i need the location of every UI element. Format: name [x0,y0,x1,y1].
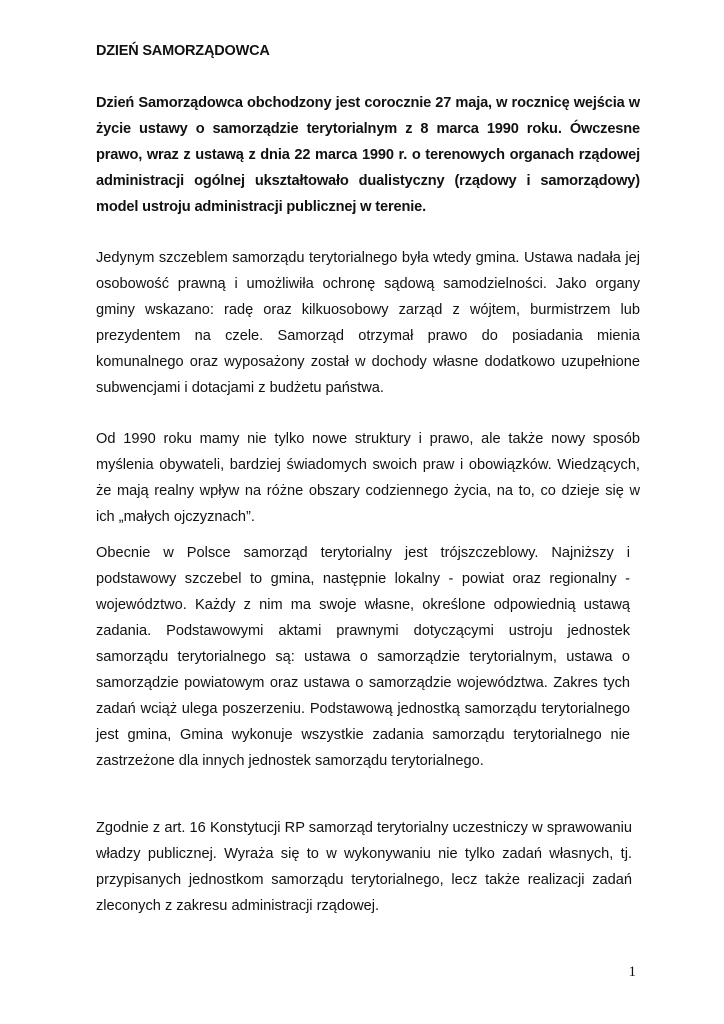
body-paragraph-2: Od 1990 roku mamy nie tylko nowe struktury i prawo, ale także nowy sposób myślenia obywateli, bardziej świadomych swoich praw i obowiązków. Wiedzących, że mają realny wpływ na różne obszary codziennego życia, na to, co dzieje się w ich „małych ojczyznach”. [96,431,640,525]
body-paragraph-3: Obecnie w Polsce samorząd terytorialny jest trójszczeblowy. Najniższy i podstawowy szczebel to gmina, następnie lokalny - powiat oraz regionalny - województwo. Każdy z nim ma swoje własne, określone odpowiednią ustawą zadania. Podstawowymi aktami prawnymi dotyczącymi ustroju jednostek samorządu terytorialnego są: ustawa o samorządzie terytorialnym, ustawa o samorządzie powiatowym oraz ustawa o samorządzie województwa. Zakres tych zadań wciąż ulega poszerzeniu. Podstawową jednostką samorządu terytorialnego jest gmina, Gmina wykonuje wszystkie zadania samorządu terytorialnego nie zastrzeżone dla innych jednostek samorządu terytorialnego. [96,545,630,769]
page-number: 1 [628,964,636,980]
body-paragraph-1: Jedynym szczeblem samorządu terytorialnego była wtedy gmina. Ustawa nadała jej osobowość prawną i umożliwiła ochronę sądową samodzielności. Jako organy gminy wskazano: radę oraz kilkuosobowy zarząd z wójtem, burmistrzem lub prezydentem na czele. Samorząd otrzymał prawo do posiadania mienia komunalnego oraz wyposażony został w dochody własne dodatkowo uzupełnione subwencjami i dotacjami z budżetu państwa. [96,250,640,396]
document-title: DZIEŃ SAMORZĄDOWCA [96,43,270,59]
body-paragraph-4: Zgodnie z art. 16 Konstytucji RP samorząd terytorialny uczestniczy w sprawowaniu władzy publicznej. Wyraża się to w wykonywaniu nie tylko zadań własnych, tj. przypisanych jednostkom samorządu terytorialnego, lecz także realizacji zadań zleconych z zakresu administracji rządowej. [96,820,632,914]
lead-paragraph: Dzień Samorządowca obchodzony jest corocznie 27 maja, w rocznicę wejścia w życie ustawy o samorządzie terytorialnym z 8 marca 1990 roku. Ówczesne prawo, wraz z ustawą z dnia 22 marca 1990 r. o terenowych organach rządowej administracji ogólnej ukształtowało dualistyczny (rządowy i samorządowy) model ustroju administracji publicznej w terenie. [96,95,640,215]
